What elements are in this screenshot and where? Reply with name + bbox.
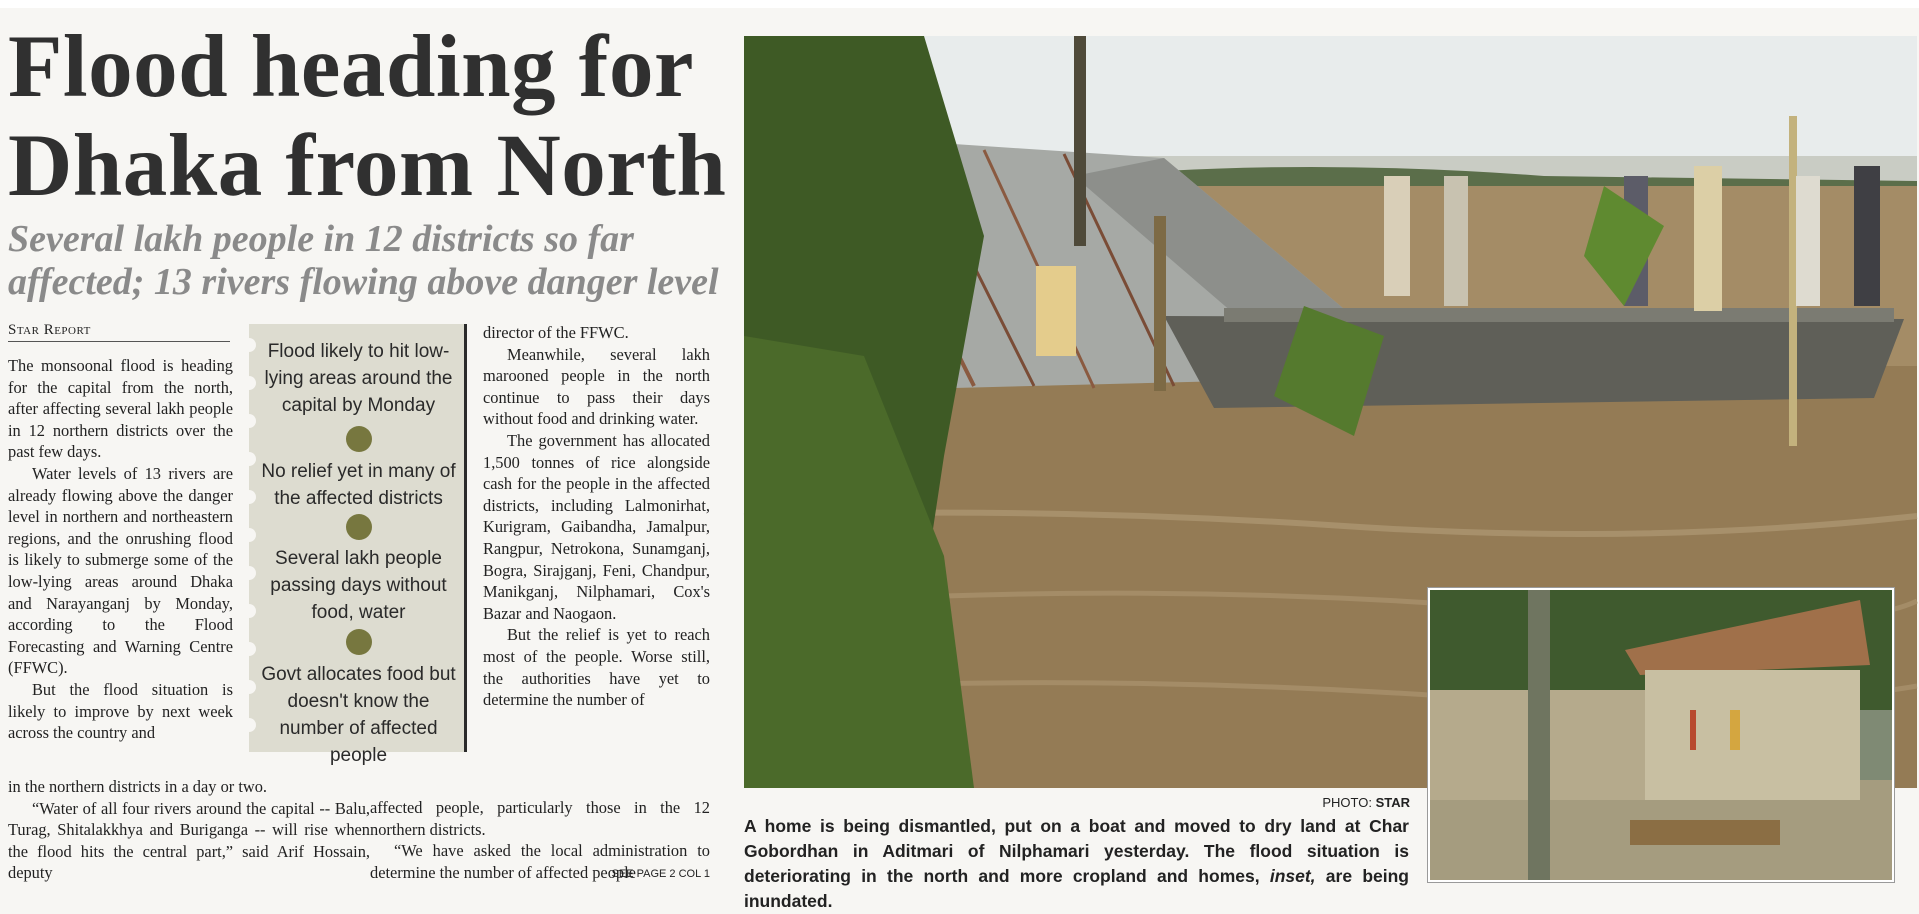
paragraph: Meanwhile, several lakh marooned people in the north continue to pass their days without food and drinking water. bbox=[483, 344, 710, 429]
pull-quote-box bbox=[249, 324, 464, 766]
inset-photo bbox=[1428, 588, 1894, 882]
photo-caption bbox=[744, 814, 1409, 914]
photo-credit-label: PHOTO: bbox=[1322, 795, 1372, 810]
paragraph: But the flood situation is likely to improve by next week across the country and bbox=[8, 679, 233, 743]
paragraph: in the northern districts in a day or two. bbox=[8, 777, 268, 796]
article-column-2 bbox=[483, 322, 710, 711]
top-rule bbox=[0, 0, 1919, 8]
pull-quote-4: Govt allocates food but doesn't know the number of affected people bbox=[261, 664, 456, 766]
article-column-1-continued bbox=[8, 776, 370, 884]
paragraph: director of the FFWC. bbox=[483, 323, 629, 342]
paragraph: affected people, particularly those in the 12 northern districts. bbox=[370, 798, 710, 839]
paragraph: But the relief is yet to reach most of the people. Worse still, the authorities have yet to determine the number of bbox=[483, 625, 710, 710]
caption-inset-word: inset, bbox=[1269, 866, 1316, 886]
paragraph: “Water of all four rivers around the capital -- Balu, Turag, Shitalakkhya and Buriganga -- will rise when the flood hits the central part,” said Arif Hossain, deputy bbox=[8, 798, 370, 883]
caption-end: are being inundated. bbox=[744, 866, 1409, 911]
inset-photo-illustration bbox=[1430, 590, 1892, 880]
caption-text: A home is being dismantled, put on a boat and moved to dry land at Char Gobordhan in Aditmari of Nilphamari yesterday. The flood situation is deteriorating in the north and more cropland and homes, bbox=[744, 816, 1409, 886]
pull-quote-3: Several lakh people passing days without food, water bbox=[270, 548, 447, 623]
photo-credit bbox=[1310, 795, 1410, 810]
pull-quote-1: Flood likely to hit low-lying areas around the capital by Monday bbox=[264, 341, 453, 416]
paragraph: The government has allocated 1,500 tonnes of rice alongside cash for the people in the affected districts, including Lalmonirhat, Kurigram, Gaibandha, Jamalpur, Rangpur, Netrokona, Sunamganj, Bogra, Sirajganj, Feni, Chandpur, Manikganj, Nilphamari, Cox's Bazar and Naogaon. bbox=[483, 430, 710, 623]
bullet-dot-icon bbox=[346, 426, 372, 452]
pull-quote-rule bbox=[464, 324, 467, 752]
bullet-dot-icon bbox=[346, 629, 372, 655]
paragraph: “We have asked the local administration to determine the number of affected people bbox=[370, 841, 710, 882]
paragraph: Water levels of 13 rivers are already flowing above the danger level in northern and northeastern regions, and the onrushing flood is likely to submerge some of the low-lying areas around Dhaka and Narayanganj by Monday, according to the Flood Forecasting and Warning Centre (FFWC). bbox=[8, 463, 233, 678]
subhead: Several lakh people in 12 districts so far affected; 13 rivers flowing above danger level bbox=[8, 218, 719, 303]
pull-quote-2: No relief yet in many of the affected districts bbox=[261, 461, 456, 509]
paragraph: The monsoonal flood is heading for the capital from the north, after affecting several lakh people in 12 northern districts over the past few days. bbox=[8, 356, 233, 462]
photo-credit-name: STAR bbox=[1375, 795, 1410, 810]
bullet-dot-icon bbox=[346, 514, 372, 540]
article-column-1 bbox=[8, 355, 233, 744]
continued-jump: SEE PAGE 2 COL 1 bbox=[611, 868, 710, 880]
byline: Star Report bbox=[8, 322, 230, 342]
headline: Flood heading for Dhaka from North bbox=[8, 18, 727, 215]
